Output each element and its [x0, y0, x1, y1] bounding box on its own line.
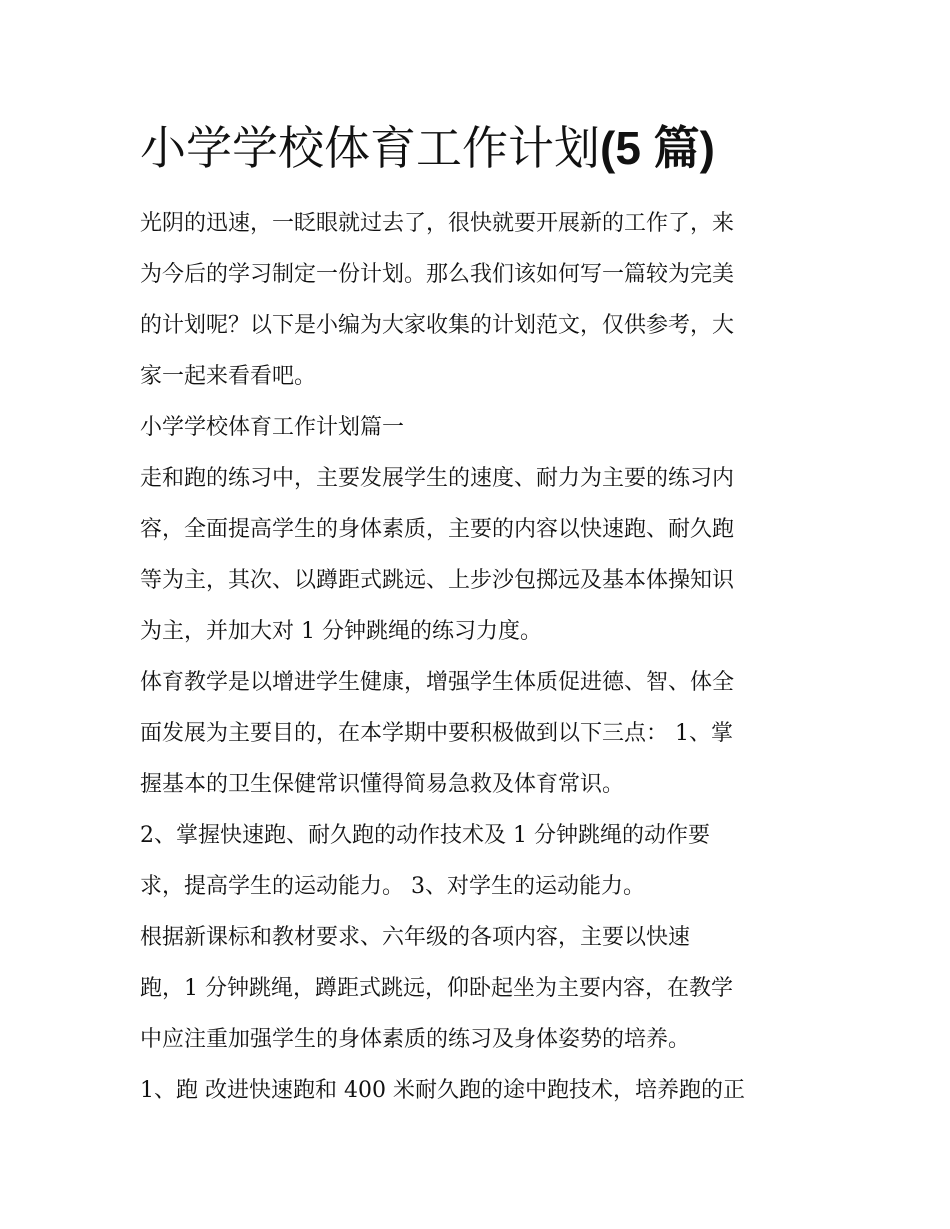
title-count: (5 篇) — [600, 122, 715, 174]
body-line-intro-1: 光阴的迅速，一眨眼就过去了，很快就要开展新的工作了，来 — [140, 211, 735, 236]
body-line-intro-4: 家一起来看看吧。 — [140, 364, 317, 389]
section-heading-1: 小学学校体育工作计划篇一 — [140, 415, 405, 440]
body-line: 跑，1 分钟跳绳，蹲距式跳远，仰卧起坐为主要内容，在教学 — [140, 976, 733, 1001]
body-line: 走和跑的练习中，主要发展学生的速度、耐力为主要的练习内 — [140, 466, 735, 491]
body-line-intro-3: 的计划呢？以下是小编为大家收集的计划范文，仅供参考，大 — [140, 313, 735, 338]
body-line: 等为主，其次、以蹲距式跳远、上步沙包掷远及基本体操知识 — [140, 568, 735, 593]
body-line: 面发展为主要目的，在本学期中要积极做到以下三点： 1、掌 — [140, 721, 733, 746]
body-line: 握基本的卫生保健常识懂得简易急救及体育常识。 — [140, 772, 625, 797]
document-body — [140, 198, 830, 1116]
body-line: 为主，并加大对 1 分钟跳绳的练习力度。 — [140, 619, 542, 644]
body-line: 1、跑 改进快速跑和 400 米耐久跑的途中跑技术，培养跑的正 — [140, 1078, 745, 1103]
body-line: 求，提高学生的运动能力。 3、对学生的运动能力。 — [140, 874, 645, 899]
body-line: 2、掌握快速跑、耐久跑的动作技术及 1 分钟跳绳的动作要 — [140, 823, 710, 848]
body-line: 体育教学是以增进学生健康，增强学生体质促进德、智、体全 — [140, 670, 735, 695]
body-line: 容，全面提高学生的身体素质，主要的内容以快速跑、耐久跑 — [140, 517, 735, 542]
document-title — [140, 112, 715, 184]
body-line: 中应注重加强学生的身体素质的练习及身体姿势的培养。 — [140, 1027, 691, 1052]
body-line-intro-2: 为今后的学习制定一份计划。那么我们该如何写一篇较为完美 — [140, 262, 735, 287]
body-line: 根据新课标和教材要求、六年级的各项内容，主要以快速 — [140, 925, 691, 950]
title-text: 小学学校体育工作计划 — [140, 121, 600, 175]
